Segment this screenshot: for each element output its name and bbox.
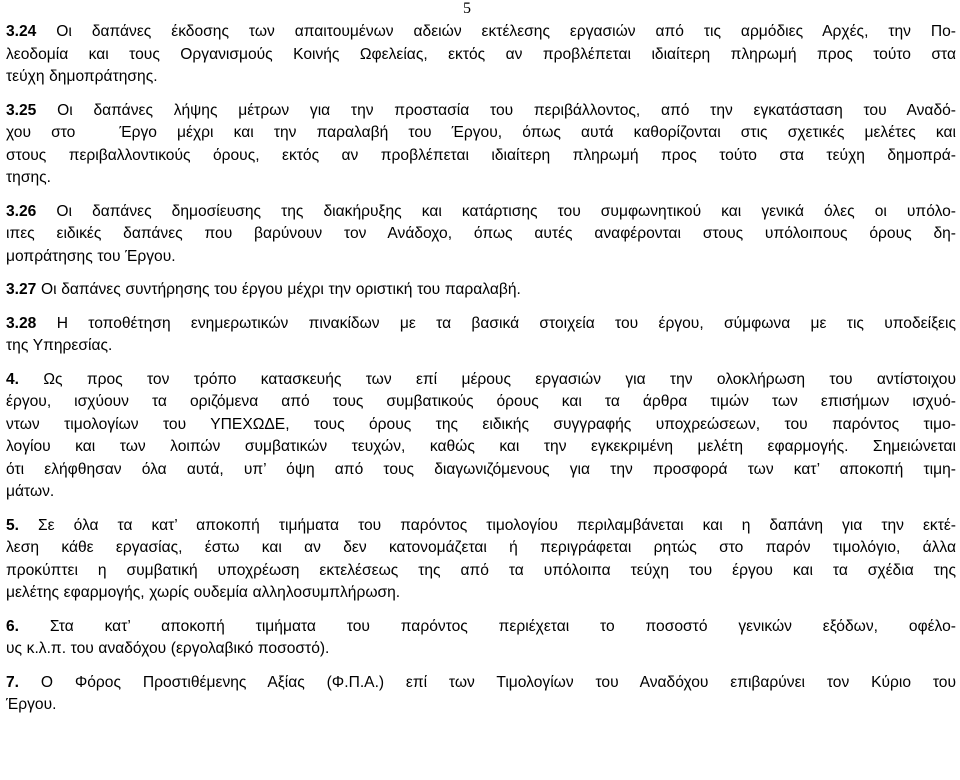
paragraph-text-line: ότι ελήφθησαν όλα αυτά, υπ’ όψη από τους διαγωνιζόμενους για την προσφορά των κατ’ αποκοπή τιμη-: [6, 460, 956, 478]
paragraph-text-line: λεοδομία και τους Οργανισμούς Κοινής Ωφελείας, εκτός αν προβλέπεται ιδιαίτερη πληρωμή προς τούτο στα: [6, 45, 956, 63]
paragraph-text-line: Έργου.: [6, 696, 57, 713]
paragraph-text-line: Ως προς τον τρόπο κατασκευής των επί μέρους εργασιών για την ολοκλήρωση του αντίστοιχου: [43, 370, 956, 388]
paragraph-3-26: [6, 201, 956, 269]
paragraph-number: 7.: [6, 673, 20, 691]
paragraph-number: 6.: [6, 617, 20, 635]
paragraph-text-line: Οι δαπάνες δημοσίευσης της διακήρυξης και κατάρτισης του συμφωνητικού και γενικά όλες οι υπόλο-: [56, 202, 956, 220]
paragraph-text-line: υς κ.λ.π. του αναδόχου (εργολαβικό ποσοστό).: [6, 640, 330, 657]
paragraph-text-line: προκύπτει η συμβατική υποχρέωση εκτελέσεως της από τα υπόλοιπα τεύχη του έργου και τα σχέδια της: [6, 561, 956, 579]
paragraph-text-line: Οι δαπάνες συντήρησης του έργου μέχρι την οριστική του παραλαβή.: [41, 281, 521, 298]
paragraph-5: [6, 515, 956, 605]
paragraph-text-line: ιπες ειδικές δαπάνες που βαρύνουν τον Ανάδοχο, όπως αυτές αναφέρονται στους υπόλοιπους όρους δη-: [6, 225, 956, 242]
paragraph-text-line: Οι δαπάνες έκδοσης των απαιτουμένων αδειών εκτέλεσης εργασιών από τις αρμόδιες Αρχές, την Πο-: [56, 23, 956, 40]
paragraph-number: 3.24: [6, 23, 37, 40]
paragraph-3-28: [6, 313, 956, 358]
paragraph-text-line: Σε όλα τα κατ’ αποκοπή τιμήματα του παρόντος τιμολογίου περιλαμβάνεται και η δαπάνη για την εκτέ-: [38, 516, 956, 534]
paragraph-7: [6, 672, 956, 717]
paragraph-number: 3.25: [6, 101, 37, 119]
paragraph-text-line: μελέτης εφαρμογής, χωρίς ουδεμία αλληλοσυμπλήρωση.: [6, 584, 401, 601]
page-number: 5: [463, 0, 471, 17]
paragraph-text-line: μοπράτησης του Έργου.: [6, 247, 176, 265]
paragraph-text-line: ντων τιμολογίων του ΥΠΕΧΩΔΕ, τους όρους της ειδικής συγγραφής υποχρεώσεων, του παρόντος τιμο-: [6, 415, 956, 433]
paragraph-text-line: λεση κάθε εργασίας, έστω και αν δεν κατονομάζεται ή περιγράφεται ρητώς στο παρόν τιμολόγιο, άλλα: [6, 539, 956, 556]
paragraph-number: 5.: [6, 516, 20, 534]
paragraph-text-line: τεύχη δημοπράτησης.: [6, 68, 158, 85]
paragraph-number: 3.26: [6, 202, 37, 220]
paragraph-number: 3.28: [6, 314, 37, 332]
paragraph-text-line: έργου, ισχύουν τα οριζόμενα από τους συμβατικούς όρους και τα άρθρα τιμών των επισήμων ισχυό-: [6, 393, 956, 410]
paragraph-text-line: Ο Φόρος Προστιθέμενης Αξίας (Φ.Π.Α.) επί των Τιμολογίων του Αναδόχου επιβαρύνει τον Κύριο του: [40, 673, 957, 691]
paragraph-number: 3.27: [6, 281, 37, 298]
paragraph-number: 4.: [6, 370, 20, 388]
paragraph-text-line: τησης.: [6, 169, 51, 186]
paragraph-3-27: [6, 279, 956, 302]
paragraph-text-fragment: Έργο μέχρι και την παραλαβή του Έργου, όπως αυτά καθορίζονται στις σχετικές μελέτες και: [119, 124, 956, 141]
paragraph-4: [6, 369, 956, 504]
paragraph-text-line: λογίου και των λοιπών συμβατικών τευχών, καθώς και την εγκεκριμένη μελέτη εφαρμογής. Σημειώνεται: [6, 438, 956, 455]
paragraph-text-line: στους περιβαλλοντικούς όρους, εκτός αν προβλέπεται ιδιαίτερη πληρωμή προς τούτο στα τεύχη δημοπρά-: [6, 146, 956, 164]
paragraph-text-line: Στα κατ’ αποκοπή τιμήματα του παρόντος περιέχεται το ποσοστό γενικών εξόδων, οφέλο-: [49, 617, 956, 635]
paragraph-3-24: [6, 21, 956, 89]
paragraph-6: [6, 616, 956, 661]
document-body: [6, 21, 956, 728]
paragraph-3-25: [6, 100, 956, 190]
paragraph-text-line: της Υπηρεσίας.: [6, 337, 113, 354]
paragraph-text-line: μάτων.: [6, 483, 55, 500]
paragraph-text-line: Οι δαπάνες λήψης μέτρων για την προστασία του περιβάλλοντος, από την εγκατάσταση του Αναδό-: [57, 101, 956, 119]
paragraph-text-line: Η τοποθέτηση ενημερωτικών πινακίδων με τα βασικά στοιχεία του έργου, σύμφωνα με τις υποδείξεις: [56, 314, 956, 332]
paragraph-text-fragment: χου στο: [6, 124, 76, 141]
